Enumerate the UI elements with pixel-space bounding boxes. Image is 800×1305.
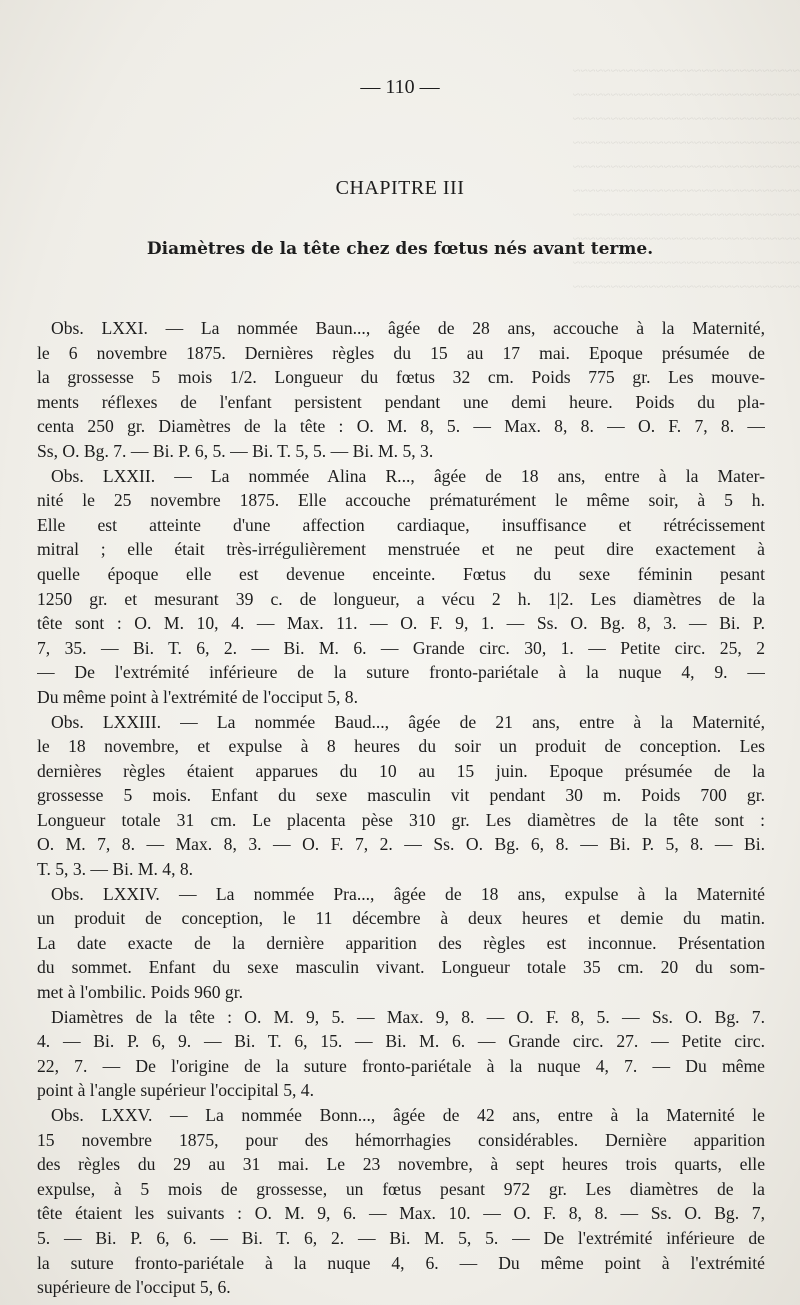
text-line: un produit de conception, le 11 décembre à deux heures et demie du matin. — [37, 908, 765, 929]
text-line: La date exacte de la dernière apparition des règles est inconnue. Présentation — [37, 932, 765, 953]
text-line: Elle est atteinte d'une affection cardiaque, insuffisance et rétrécissement — [37, 514, 765, 535]
text-line: dernières règles étaient apparues du 10 au 15 juin. Epoque présumée de la — [37, 760, 765, 781]
text-line: Longueur totale 31 cm. Le placenta pèse 310 gr. Les diamètres de la tête sont : — [37, 809, 765, 830]
text-line: la grossesse 5 mois 1/2. Longueur du fœtus 32 cm. Poids 775 gr. Les mouve- — [37, 367, 765, 388]
text-line: Du même point à l'extrémité de l'occiput 5, 8. — [37, 686, 358, 707]
text-line: expulse, à 5 mois de grossesse, un fœtus pesant 972 gr. Les diamètres de la — [37, 1178, 765, 1199]
text-line: grossesse 5 mois. Enfant du sexe masculin vit pendant 30 m. Poids 700 gr. — [37, 785, 765, 806]
text-line: du sommet. Enfant du sexe masculin vivant. Longueur totale 35 cm. 20 du som- — [37, 957, 765, 978]
text-line: Obs. LXXIII. — La nommée Baud..., âgée de 21 ans, entre à la Maternité, — [51, 711, 765, 732]
text-line: le 18 novembre, et expulse à 8 heures du soir un produit de conception. Les — [37, 736, 765, 757]
text-line: Obs. LXXI. — La nommée Baun..., âgée de 28 ans, accouche à la Maternité, — [51, 318, 765, 338]
text-line: 4. — Bi. P. 6, 9. — Bi. T. 6, 15. — Bi. M. 6. — Grande circ. 27. — Petite circ. — [37, 1031, 765, 1052]
bleed-through-texture: ~~~~~~~~~~~~~~~~~~~~~~~~~~~~~~ ~~~~~~~~~~~~~~~~~~~~~~~~~~~~~~ ~~~~~~~~~~~~~~~~~~~~~~~~~~~~~~ ~~~~~~~~~~~~~~~~~~~~~~~~~~~~~~ ~~~~~~~~~~~~~~~~~~~~~~~~~~~~~~ ~~~~~~~~~~~~~~~~~~~~~~~~~~~~~~ ~~~~~~~~~~~~~~~~~~~~~~~~~~~~~~ ~~~~~~~~~~~~~~~~~~~~~~~~~~~~~~ ~~~~~~~~~~~~~~~~~~~~~~~~~~~~~~ ~~~~~~~~~~~~~~~~~~~~~~~~~~~~~~ — [572, 64, 800, 295]
text-line: 1250 gr. et mesurant 39 c. de longueur, a vécu 2 h. 1|2. Les diamètres de la — [37, 588, 765, 609]
section-title: Diamètres de la tête chez des fœtus nés avant terme. — [146, 239, 654, 259]
text-line: tête étaient les suivants : O. M. 9, 6. — Max. 10. — O. F. 8, 8. — Ss. O. Bg. 7, — [37, 1203, 765, 1224]
chapter-title: CHAPITRE III — [335, 177, 465, 199]
text-line: 5. — Bi. P. 6, 6. — Bi. T. 6, 2. — Bi. M. 5, 5. — De l'extrémité inférieure de — [37, 1227, 765, 1248]
text-line: T. 5, 3. — Bi. M. 4, 8. — [37, 859, 194, 880]
text-line: Ss, O. Bg. 7. — Bi. P. 6, 5. — Bi. T. 5, 5. — Bi. M. 5, 3. — [37, 440, 434, 461]
text-line: Obs. LXXIV. — La nommée Pra..., âgée de 18 ans, expulse à la Maternité — [51, 883, 765, 904]
text-line: ments réflexes de l'enfant persistent pendant une demi heure. Poids du pla- — [37, 391, 765, 412]
text-line: mitral ; elle était très-irrégulièrement menstruée et ne peut dire exactement à — [37, 539, 765, 560]
text-line: des règles du 29 au 31 mai. Le 23 novembre, à sept heures trois quarts, elle — [37, 1154, 765, 1175]
text-line: supérieure de l'occiput 5, 6. — [37, 1277, 231, 1298]
text-line: Obs. LXXII. — La nommée Alina R..., âgée de 18 ans, entre à la Mater- — [51, 465, 765, 486]
text-line: 22, 7. — De l'origine de la suture fronto-pariétale à la nuque 4, 7. — Du même — [37, 1055, 765, 1076]
page-number: — 110 — — [360, 76, 440, 98]
text-line: — De l'extrémité inférieure de la suture fronto-pariétale à la nuque 4, 9. — — [37, 662, 765, 683]
text-line: Obs. LXXV. — La nommée Bonn..., âgée de 42 ans, entre à la Maternité le — [51, 1105, 765, 1125]
text-line: centa 250 gr. Diamètres de la tête : O. M. 8, 5. — Max. 8, 8. — O. F. 7, 8. — — [37, 416, 765, 437]
text-line: point à l'angle supérieur l'occipital 5, 4. — [37, 1080, 315, 1101]
text-line: tête sont : O. M. 10, 4. — Max. 11. — O. F. 9, 1. — Ss. O. Bg. 8, 3. — Bi. P. — [37, 613, 765, 634]
text-line: la suture fronto-pariétale à la nuque 4, 6. — Du même point à l'extrémité — [37, 1252, 765, 1273]
text-line: O. M. 7, 8. — Max. 8, 3. — O. F. 7, 2. — Ss. O. Bg. 6, 8. — Bi. P. 5, 8. — Bi. — [37, 834, 765, 855]
text-line: Diamètres de la tête : O. M. 9, 5. — Max. 9, 8. — O. F. 8, 5. — Ss. O. Bg. 7. — [51, 1006, 765, 1027]
text-line: 7, 35. — Bi. T. 6, 2. — Bi. M. 6. — Grande circ. 30, 1. — Petite circ. 25, 2 — [37, 637, 765, 658]
text-line: quelle époque elle est devenue enceinte. Fœtus du sexe féminin pesant — [37, 563, 765, 584]
text-line: 15 novembre 1875, pour des hémorrhagies considérables. Dernière apparition — [37, 1129, 765, 1150]
text-line: met à l'ombilic. Poids 960 gr. — [37, 982, 243, 1003]
text-line: nité le 25 novembre 1875. Elle accouche prématurément le même soir, à 5 h. — [37, 490, 765, 511]
body-text — [37, 316, 765, 1300]
text-line: le 6 novembre 1875. Dernières règles du 15 au 17 mai. Epoque présumée de — [37, 342, 765, 363]
